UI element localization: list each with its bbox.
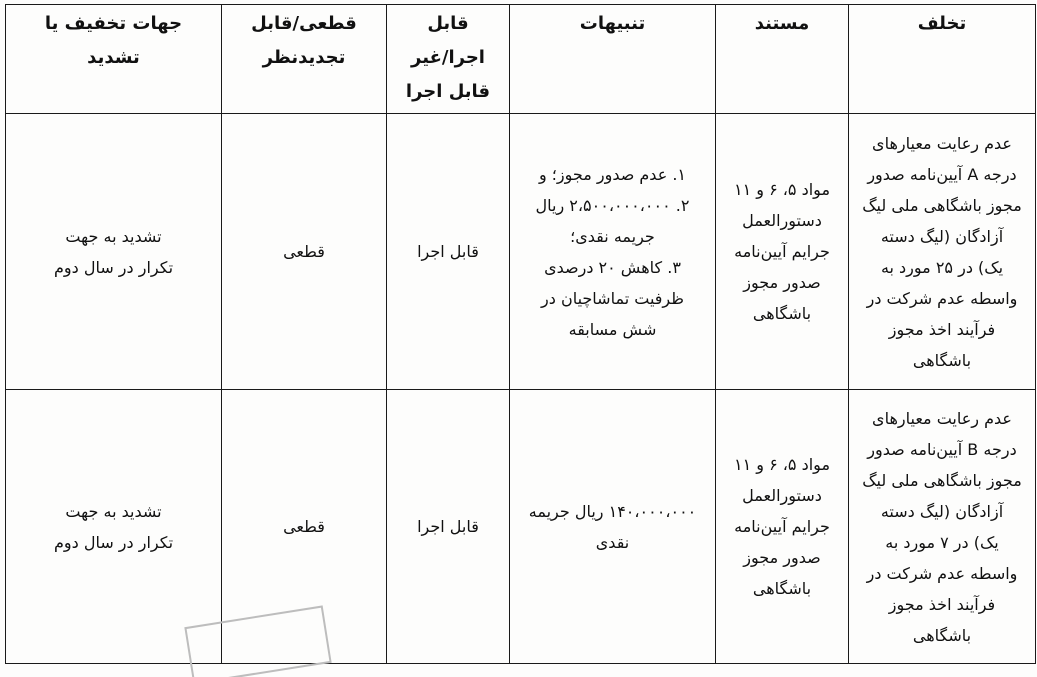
aggravation-cell xyxy=(6,114,222,390)
header-row xyxy=(6,5,1036,114)
violation-line: باشگاهی xyxy=(912,350,972,370)
aggravation-line: تکرار در سال دوم xyxy=(53,257,174,277)
violation-line: عدم رعایت معیارهای xyxy=(872,408,1012,428)
document-cell xyxy=(716,390,849,664)
penalty-line: ظرفیت تماشاچیان در xyxy=(541,288,684,308)
document-line: جرایم آیین‌نامه xyxy=(734,242,830,261)
penalties-cell xyxy=(510,114,716,390)
aggravation-cell xyxy=(6,390,222,664)
document-line: مواد ۵، ۶ و ۱۱ xyxy=(733,455,831,474)
document-line: مواد ۵، ۶ و ۱۱ xyxy=(733,180,831,199)
cut-off-bottom-text xyxy=(90,663,290,677)
table-row xyxy=(6,114,1036,390)
penalty-line: ۱. عدم صدور مجوز؛ و xyxy=(538,164,686,184)
violation-line: عدم رعایت معیارهای xyxy=(872,133,1012,153)
document-line: باشگاهی xyxy=(752,304,812,323)
header-document-text: مستند xyxy=(754,13,810,34)
violation-cell xyxy=(849,390,1036,664)
header-enforceable-line: قابل اجرا xyxy=(405,81,491,102)
penalty-line: ۱۴۰،۰۰۰،۰۰۰ ریال جریمه xyxy=(528,501,697,521)
violation-line: واسطه عدم شرکت در xyxy=(866,288,1018,308)
document-line: باشگاهی xyxy=(752,579,812,598)
header-violation xyxy=(849,5,1036,114)
violation-cell xyxy=(849,114,1036,390)
document-line: صدور مجوز xyxy=(743,548,821,567)
header-aggravation xyxy=(6,5,222,114)
aggravation-line: تشدید به جهت xyxy=(65,501,162,521)
violation-line: درجه B آیین‌نامه صدور xyxy=(867,439,1017,459)
enforceable-value: قابل اجرا xyxy=(417,242,479,261)
header-aggravation-line: تشدید xyxy=(87,47,140,68)
violation-line: مجوز باشگاهی ملی لیگ xyxy=(862,195,1022,215)
header-violation-text: تخلف xyxy=(917,13,967,34)
penalty-line: ۲. ۲،۵۰۰،۰۰۰،۰۰۰ ریال xyxy=(535,195,690,215)
aggravation-line: تکرار در سال دوم xyxy=(53,532,174,552)
aggravation-line: تشدید به جهت xyxy=(65,226,162,246)
document-cell xyxy=(716,114,849,390)
header-enforceable-line: اجرا/غیر xyxy=(411,47,485,68)
header-penalties xyxy=(510,5,716,114)
table-row xyxy=(6,390,1036,664)
penalty-line: نقدی xyxy=(595,532,630,552)
header-document xyxy=(716,5,849,114)
document-line: دستورالعمل xyxy=(742,486,822,505)
violation-line: واسطه عدم شرکت در xyxy=(866,563,1018,583)
violation-line: فرآیند اخذ مجوز xyxy=(888,594,996,614)
violation-line: یک) در ۷ مورد به xyxy=(885,532,999,552)
violation-line: یک) در ۲۵ مورد به xyxy=(880,257,1004,277)
penalties-cell xyxy=(510,390,716,664)
violation-line: آزادگان (لیگ دسته xyxy=(880,501,1004,521)
penalty-line: جریمه نقدی؛ xyxy=(570,226,655,246)
header-enforceable xyxy=(387,5,510,114)
final-value: قطعی xyxy=(283,242,325,261)
document-line: صدور مجوز xyxy=(743,273,821,292)
document-line: دستورالعمل xyxy=(742,211,822,230)
enforceable-cell xyxy=(387,390,510,664)
violation-line: باشگاهی xyxy=(912,625,972,645)
header-final-line: تجدیدنظر xyxy=(262,47,346,68)
violations-table xyxy=(5,4,1036,664)
penalty-line: شش مسابقه xyxy=(568,319,657,339)
violation-line: درجه A آیین‌نامه صدور xyxy=(867,164,1017,184)
document-line: جرایم آیین‌نامه xyxy=(734,517,830,536)
penalty-line: ۳. کاهش ۲۰ درصدی xyxy=(544,257,681,277)
violation-line: فرآیند اخذ مجوز xyxy=(888,319,996,339)
header-penalties-text: تنبیهات xyxy=(579,13,646,34)
violation-line: مجوز باشگاهی ملی لیگ xyxy=(862,470,1022,490)
header-aggravation-line: جهات تخفیف یا xyxy=(44,13,183,34)
header-enforceable-line: قابل xyxy=(427,13,469,34)
enforceable-value: قابل اجرا xyxy=(417,517,479,536)
enforceable-cell xyxy=(387,114,510,390)
header-final xyxy=(222,5,387,114)
final-value: قطعی xyxy=(283,517,325,536)
header-final-line: قطعی/قابل xyxy=(251,13,357,34)
violation-line: آزادگان (لیگ دسته xyxy=(880,226,1004,246)
final-cell xyxy=(222,114,387,390)
